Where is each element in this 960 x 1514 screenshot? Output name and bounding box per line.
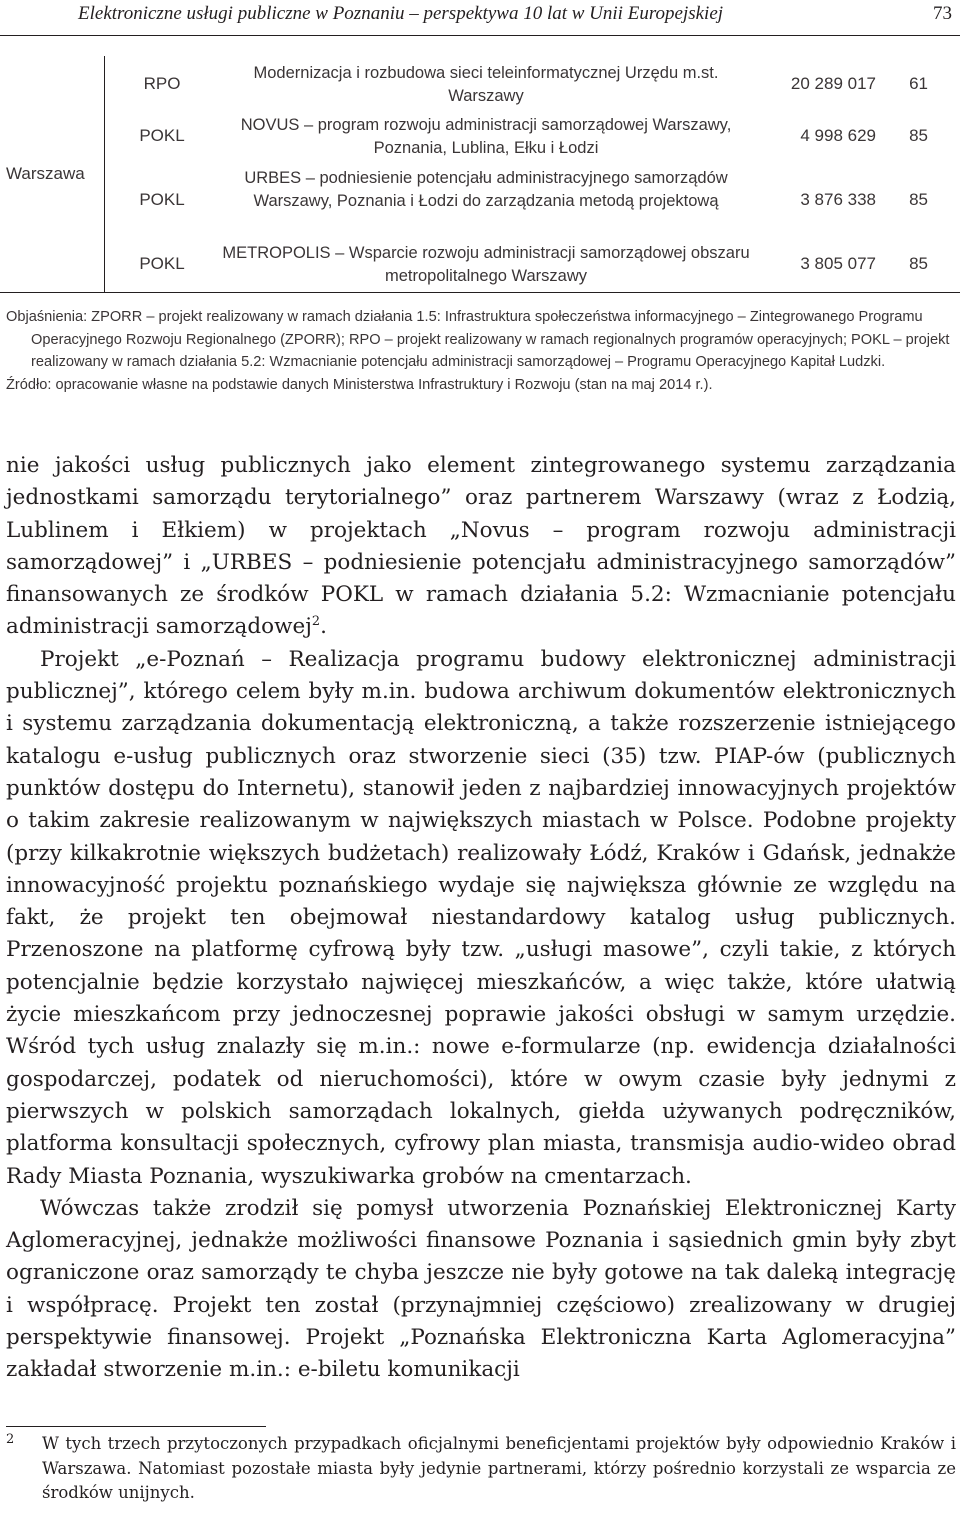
paragraph: Wówczas także zrodził się pomysł utworzenia Poznańskiej Elektronicznej Karty Aglomeracyjnej, jednakże możliwości finansowe Poznania i sąsiednich gmin były zbyt ograniczone oraz samorządy te chyba jeszcze nie były gotowe na tak daleką integrację i współpracę. Projekt ten został (przynajmniej częściowo) zrealizowany w drugiej perspektywie finansowej. Projekt „Poznańska Elektroniczna Karta Aglomeracyjna” zakładał stworzenie m.in.: e-biletu komunikacji: [6, 1195, 956, 1383]
funding-table: [0, 56, 960, 292]
table-divider: [104, 56, 105, 292]
amount-cell: 3 805 077: [800, 254, 876, 273]
paragraph-end: .: [320, 614, 327, 640]
source-note: Źródło: opracowanie własne na podstawie danych Ministerstwa Infrastruktury i Rozwoju (stan na maj 2014 r.).: [6, 376, 713, 393]
description-cell: URBES – podniesienie potencjału administracyjnego samorządów Warszawy, Poznania i Łodzi do zarządzania metodą projektową: [244, 169, 728, 210]
paragraph: Projekt „e-Poznań – Realizacja programu budowy elektronicznej administracji publicznej”, którego celem były m.in. budowa archiwum dokumentów elektronicznych i systemu zarządzania dokumentacją elektroniczną, a także rozszerzenie istniejącego katalogu e-usług publicznych oraz stworzenie sieci (35) tzw. PIAP-ów (publicznych punktów dostępu do Internetu), stanowił jeden z najbardziej innowacyjnych projektów o takim zakresie realizowanym w największych miastach w Polsce. Podobne projekty (przy kilkakrotnie większych budżetach) realizowały Łódź, Kraków i Gdańsk, jednakże innowacyjność projektu poznańskiego wydaje się największa głównie ze względu na fakt, że projekt ten obejmował niestandardowy katalog usług publicznych. Przenoszone na platformę cyfrową były tzw. „usługi masowe”, czyli takie, z których potencjalnie będzie korzystało najwięcej mieszkańców, a więc także, które ułatwią życie mieszkańcom przy jednoczesnej poprawie jakości obsługi w samym urzędzie. Wśród tych usług znalazły się m.in.: nowe e-formularze (np. ewidencja działalności gospodarczej, podatek od nieruchomości), które w owym czasie były jednymi z pierwszych w polskich samorządach lokalnych, giełda używanych podręczników, platforma konsultacji społecznych, cyfrowy plan miasta, transmisja audio-wideo obrad Rady Miasta Poznania, wyszukiwarka grobów na cmentarzach.: [6, 646, 956, 1189]
percent-cell: 61: [909, 74, 928, 93]
percent-cell: 85: [909, 126, 928, 145]
footnote-rule: [6, 1426, 266, 1427]
program-cell: RPO: [143, 74, 181, 93]
table-notes: [6, 306, 956, 396]
program-cell: POKL: [139, 126, 185, 145]
amount-cell: 3 876 338: [800, 190, 876, 209]
program-cell: POKL: [139, 190, 185, 209]
amount-cell: 4 998 629: [800, 126, 876, 145]
table-bottom-rule: [0, 292, 960, 293]
paragraph-text: nie jakości usług publicznych jako element zintegrowanego systemu zarządzania jednostkami samorządu terytorialnego” oraz partnerem Warszawy (wraz z Łodzią, Lublinem i Ełkiem) w projektach „Novus – program rozwoju administracji samorządowej” i „URBES – podniesienie potencjału administracyjnego samorządów” finansowanych ze środków POKL w ramach działania 5.2: Wzmacnianie potencjału administracji samorządowej: [6, 453, 956, 640]
program-cell: POKL: [139, 254, 185, 273]
description-cell: Modernizacja i rozbudowa sieci teleinformatycznej Urzędu m.st. Warszawy: [253, 64, 719, 105]
footnote: [6, 1432, 956, 1506]
main-text: [6, 450, 956, 1387]
description-cell: NOVUS – program rozwoju administracji samorządowej Warszawy, Poznania, Lublina, Ełku i Łodzi: [240, 116, 732, 157]
running-title: Elektroniczne usługi publiczne w Poznaniu – perspektywa 10 lat w Unii Europejskiej: [78, 3, 724, 24]
explanations-note: Objaśnienia: ZPORR – projekt realizowany w ramach działania 1.5: Infrastruktura społeczeństwa informacyjnego – Zintegrowanego Programu Operacyjnego Rozwoju Regionalnego (ZPORR); RPO – projekt realizowany w ramach regionalnych programów operacyjnych; POKL – projekt realizowany w ramach działania 5.2: Wzmacnianie potencjału administracji samorządowej – Programu Operacyjnego Kapitał Ludzki.: [6, 309, 950, 370]
percent-cell: 85: [909, 190, 928, 209]
region-label: Warszawa: [6, 164, 85, 183]
amount-cell: 20 289 017: [790, 74, 876, 93]
percent-cell: 85: [909, 254, 928, 273]
page-number: 73: [933, 3, 952, 24]
paragraph: [6, 450, 956, 644]
footnote-text: W tych trzech przytoczonych przypadkach oficjalnymi beneficjentami projektów były odpowiednio Kraków i Warszawa. Natomiast pozostałe miasta były jedynie partnerami, którzy pośrednio korzystali ze wsparcia ze środków unijnych.: [42, 1434, 956, 1502]
footnote-reference[interactable]: 2: [311, 614, 321, 630]
footnote-number: 2: [6, 1432, 15, 1447]
running-header: [0, 0, 960, 36]
description-cell: METROPOLIS – Wsparcie rozwoju administracji samorządowej obszaru metropolitalnego Warszawy: [222, 244, 750, 285]
